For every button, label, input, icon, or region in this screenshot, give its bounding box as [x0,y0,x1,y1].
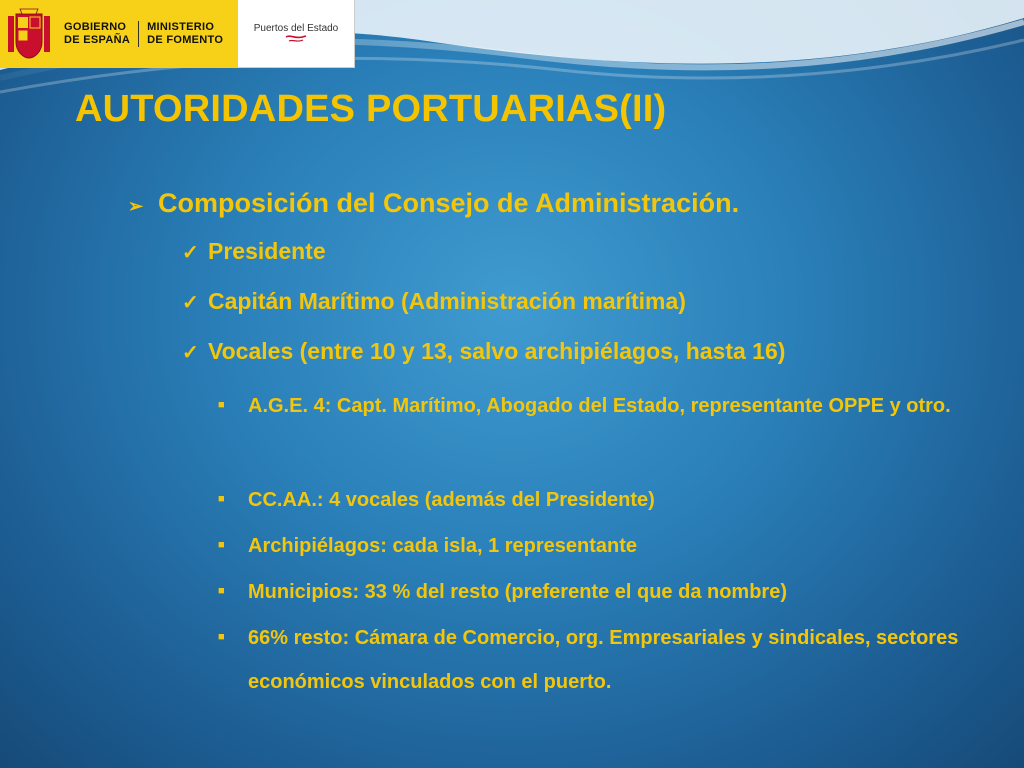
checkmark-icon: ✓ [182,242,199,264]
sub-list-item-text: 66% resto: Cámara de Comercio, org. Empresariales y sindicales, sectores económicos vinculados con el puerto. [248,627,959,693]
checkmark-icon: ✓ [182,342,199,364]
sub-list-item [218,616,1008,704]
square-bullet-icon: ■ [218,493,225,505]
square-bullet-icon: ■ [218,585,225,597]
list-item [182,338,785,365]
list-item [182,288,686,315]
square-bullet-icon: ■ [218,631,225,643]
gov-line2: DE ESPAÑA [64,34,131,46]
ministry-line1: MINISTERIO [147,21,215,33]
sub-list-item [218,478,1008,522]
list-item-text: Presidente [208,238,326,264]
arrow-bullet-icon: ➢ [128,196,144,216]
ministry-line2: DE FOMENTO [147,34,224,46]
sub-list-item-text: CC.AA.: 4 vocales (además del Presidente) [248,489,655,511]
gov-line1: GOBIERNO [64,21,127,33]
sub-list-item [218,570,1008,614]
list-item-text: Capitán Marítimo (Administración marítima) [208,288,686,314]
list-item [182,238,326,265]
page-title: AUTORIDADES PORTUARIAS(II) [75,88,667,130]
section-heading-text: Composición del Consejo de Administración. [158,188,740,218]
sub-list-item-text: Archipiélagos: cada isla, 1 representante [248,535,638,557]
sub-list-item-text: A.G.E. 4: Capt. Marítimo, Abogado del Estado, representante OPPE y otro. [248,395,951,417]
list-item-text: Vocales (entre 10 y 13, salvo archipiélagos, hasta 16) [208,338,786,364]
square-bullet-icon: ■ [218,539,225,551]
sub-list-item-text: Municipios: 33 % del resto (preferente el que da nombre) [248,581,787,603]
checkmark-icon: ✓ [182,292,199,314]
sub-list-item [218,524,1008,568]
puertos-label: Puertos del Estado [253,23,339,34]
sub-list-item [218,384,1008,428]
section-heading [128,188,739,219]
square-bullet-icon: ■ [218,399,225,411]
